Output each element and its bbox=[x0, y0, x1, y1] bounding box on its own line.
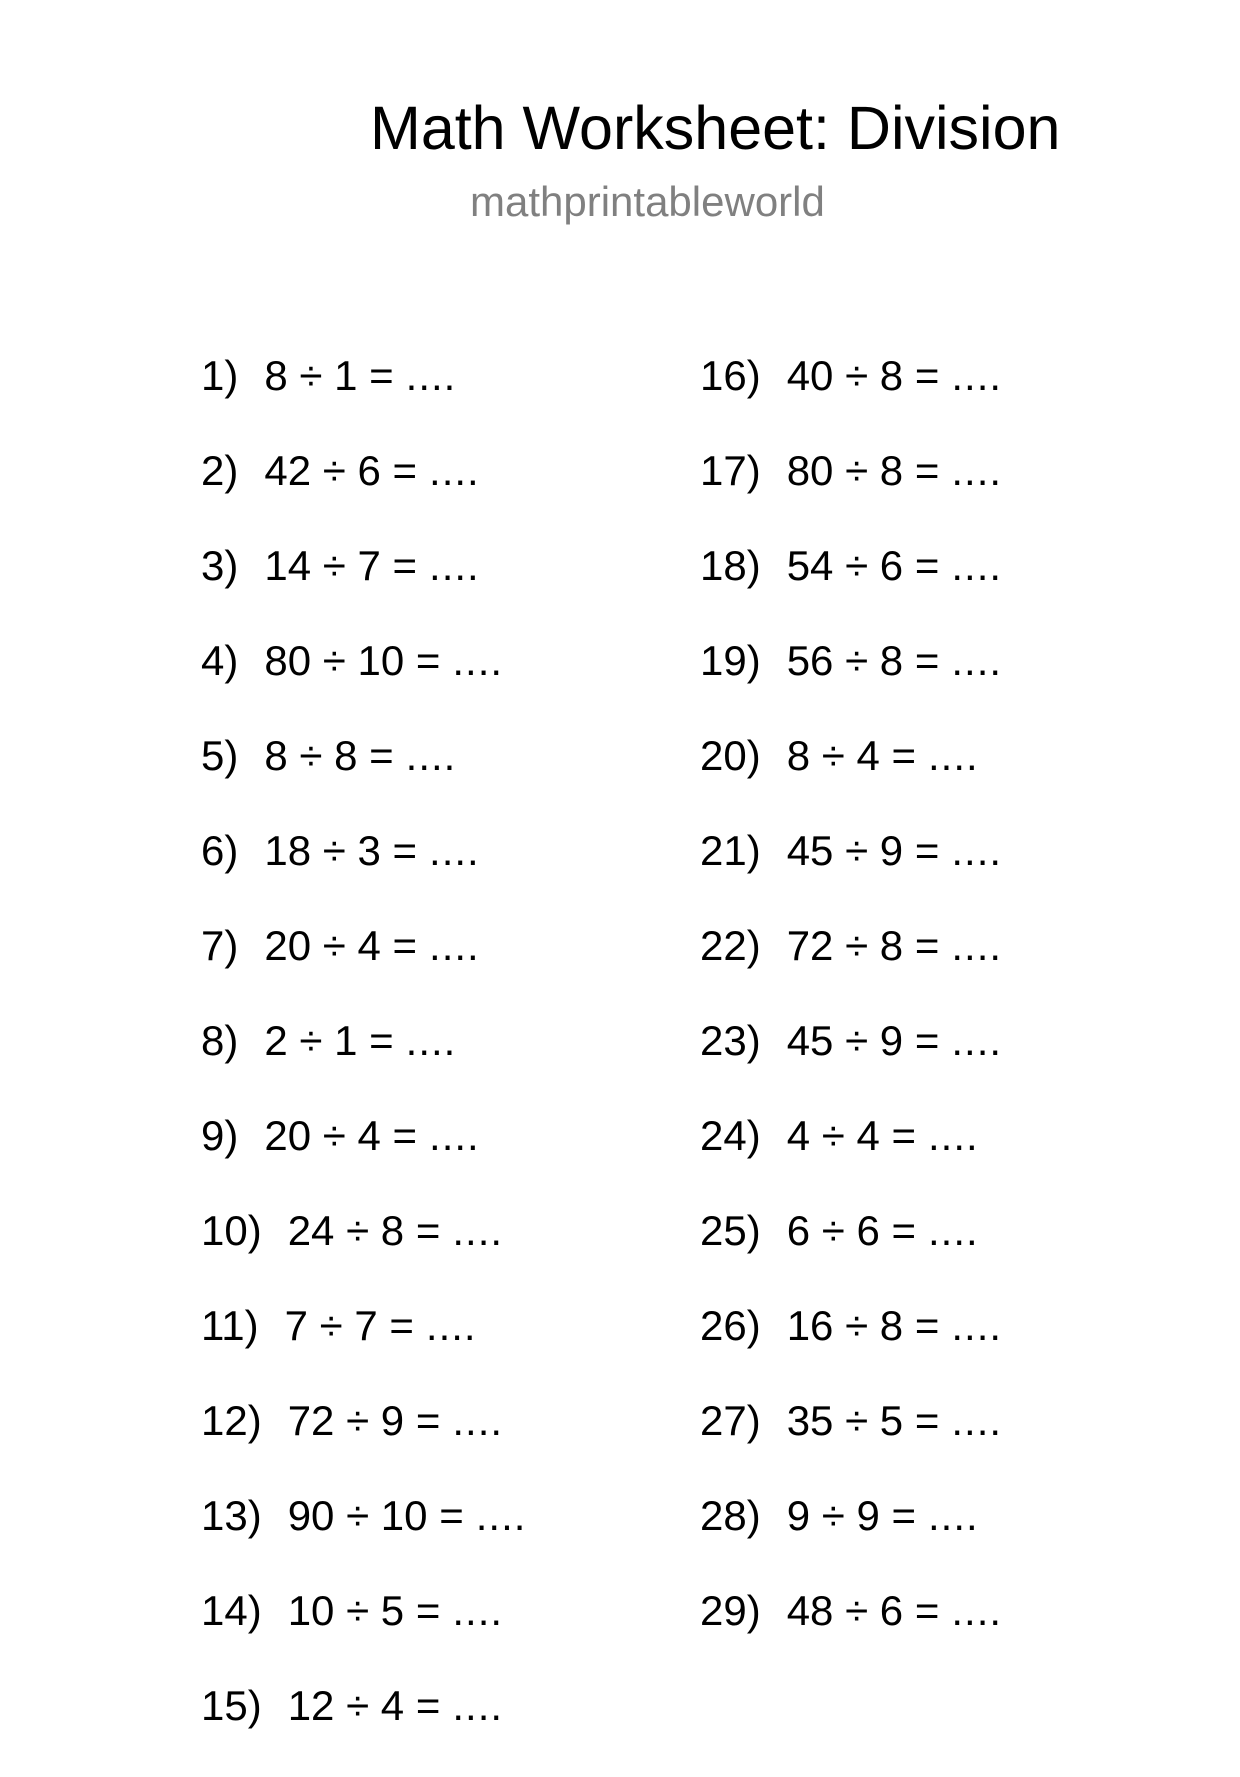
answer-blank: .... bbox=[928, 1112, 979, 1159]
division-expression: 8 ÷ 8 = bbox=[264, 732, 394, 779]
problem-number: 12) bbox=[201, 1397, 262, 1444]
division-expression: 10 ÷ 5 = bbox=[287, 1587, 441, 1634]
problem-row bbox=[201, 637, 526, 732]
problem-number: 19) bbox=[700, 637, 761, 684]
answer-blank: .... bbox=[405, 1017, 457, 1064]
problem-row bbox=[201, 1112, 526, 1207]
answer-blank: .... bbox=[452, 1682, 504, 1729]
division-expression: 24 ÷ 8 = bbox=[287, 1207, 441, 1254]
problem-row bbox=[700, 1492, 1002, 1587]
answer-blank: .... bbox=[429, 922, 480, 969]
problem-number: 26) bbox=[700, 1302, 761, 1349]
division-expression: 80 ÷ 8 = bbox=[786, 447, 940, 494]
division-expression: 40 ÷ 8 = bbox=[786, 352, 940, 399]
problem-row bbox=[201, 1682, 526, 1777]
problem-number: 21) bbox=[700, 827, 761, 874]
problem-row bbox=[201, 1017, 526, 1112]
problem-row bbox=[201, 447, 526, 542]
division-expression: 8 ÷ 1 = bbox=[264, 352, 394, 399]
answer-blank: .... bbox=[452, 637, 504, 684]
problem-row bbox=[700, 922, 1002, 1017]
problem-row bbox=[201, 827, 526, 922]
problem-column-right bbox=[700, 352, 1002, 1682]
answer-blank: .... bbox=[951, 922, 1003, 969]
problem-number: 20) bbox=[700, 732, 761, 779]
problem-number: 25) bbox=[700, 1207, 761, 1254]
problem-number: 8) bbox=[201, 1017, 239, 1064]
answer-blank: .... bbox=[951, 352, 1003, 399]
problem-row bbox=[700, 1302, 1002, 1397]
answer-blank: .... bbox=[429, 447, 480, 494]
problem-number: 17) bbox=[700, 447, 761, 494]
answer-blank: .... bbox=[951, 542, 1003, 589]
problem-row bbox=[700, 827, 1002, 922]
answer-blank: .... bbox=[951, 1017, 1003, 1064]
problem-number: 13) bbox=[201, 1492, 262, 1539]
answer-blank: .... bbox=[452, 1397, 504, 1444]
answer-blank: .... bbox=[452, 1587, 504, 1634]
answer-blank: .... bbox=[928, 1207, 979, 1254]
problem-row bbox=[201, 1492, 526, 1587]
division-expression: 18 ÷ 3 = bbox=[264, 827, 418, 874]
division-expression: 8 ÷ 4 = bbox=[786, 732, 917, 779]
problem-number: 23) bbox=[700, 1017, 761, 1064]
problem-row bbox=[700, 1587, 1002, 1682]
problem-row bbox=[700, 1017, 1002, 1112]
problem-number: 3) bbox=[201, 542, 239, 589]
problem-number: 11) bbox=[201, 1302, 259, 1349]
problem-number: 28) bbox=[700, 1492, 761, 1539]
division-expression: 35 ÷ 5 = bbox=[786, 1397, 940, 1444]
division-expression: 80 ÷ 10 = bbox=[264, 637, 441, 684]
division-expression: 56 ÷ 8 = bbox=[786, 637, 940, 684]
problem-number: 18) bbox=[700, 542, 761, 589]
problem-number: 29) bbox=[700, 1587, 761, 1634]
problem-row bbox=[201, 1302, 526, 1397]
answer-blank: .... bbox=[951, 447, 1003, 494]
division-expression: 48 ÷ 6 = bbox=[786, 1587, 940, 1634]
problem-row bbox=[700, 1207, 1002, 1302]
problem-number: 15) bbox=[201, 1682, 262, 1729]
problem-number: 2) bbox=[201, 447, 239, 494]
answer-blank: .... bbox=[429, 827, 480, 874]
problem-number: 7) bbox=[201, 922, 239, 969]
division-expression: 54 ÷ 6 = bbox=[786, 542, 940, 589]
problem-row bbox=[201, 1207, 526, 1302]
division-expression: 20 ÷ 4 = bbox=[264, 922, 418, 969]
answer-blank: .... bbox=[475, 1492, 527, 1539]
division-expression: 20 ÷ 4 = bbox=[264, 1112, 418, 1159]
problem-number: 24) bbox=[700, 1112, 761, 1159]
answer-blank: .... bbox=[452, 1207, 504, 1254]
problem-row bbox=[700, 732, 1002, 827]
answer-blank: .... bbox=[951, 1587, 1003, 1634]
division-expression: 2 ÷ 1 = bbox=[264, 1017, 394, 1064]
problem-row bbox=[201, 542, 526, 637]
answer-blank: .... bbox=[429, 1112, 480, 1159]
answer-blank: .... bbox=[951, 1302, 1003, 1349]
division-expression: 42 ÷ 6 = bbox=[264, 447, 418, 494]
problem-row bbox=[201, 1587, 526, 1682]
answer-blank: .... bbox=[405, 732, 457, 779]
problem-row bbox=[201, 922, 526, 1017]
problem-row bbox=[700, 542, 1002, 637]
problem-number: 22) bbox=[700, 922, 761, 969]
division-expression: 9 ÷ 9 = bbox=[786, 1492, 917, 1539]
division-expression: 72 ÷ 8 = bbox=[786, 922, 940, 969]
division-expression: 12 ÷ 4 = bbox=[287, 1682, 441, 1729]
problem-column-left bbox=[201, 352, 526, 1777]
problem-number: 1) bbox=[201, 352, 239, 399]
problem-number: 14) bbox=[201, 1587, 262, 1634]
division-expression: 6 ÷ 6 = bbox=[786, 1207, 917, 1254]
page-title: Math Worksheet: Division bbox=[370, 94, 1061, 162]
division-expression: 14 ÷ 7 = bbox=[264, 542, 418, 589]
division-expression: 7 ÷ 7 = bbox=[284, 1302, 414, 1349]
division-expression: 45 ÷ 9 = bbox=[786, 827, 940, 874]
division-expression: 16 ÷ 8 = bbox=[786, 1302, 940, 1349]
problem-row bbox=[201, 732, 526, 827]
answer-blank: .... bbox=[425, 1302, 477, 1349]
problem-number: 16) bbox=[700, 352, 761, 399]
problem-row bbox=[700, 637, 1002, 732]
problem-number: 9) bbox=[201, 1112, 239, 1159]
answer-blank: .... bbox=[928, 1492, 979, 1539]
problem-row bbox=[201, 1397, 526, 1492]
answer-blank: .... bbox=[429, 542, 480, 589]
answer-blank: .... bbox=[951, 1397, 1003, 1444]
answer-blank: .... bbox=[951, 637, 1003, 684]
answer-blank: .... bbox=[405, 352, 457, 399]
problem-row bbox=[700, 352, 1002, 447]
answer-blank: .... bbox=[951, 827, 1003, 874]
problem-number: 5) bbox=[201, 732, 239, 779]
answer-blank: .... bbox=[928, 732, 979, 779]
problem-row bbox=[700, 1397, 1002, 1492]
problem-row bbox=[700, 1112, 1002, 1207]
problem-number: 10) bbox=[201, 1207, 262, 1254]
division-expression: 90 ÷ 10 = bbox=[287, 1492, 464, 1539]
problem-number: 27) bbox=[700, 1397, 761, 1444]
problem-row bbox=[201, 352, 526, 447]
problem-number: 6) bbox=[201, 827, 239, 874]
problem-number: 4) bbox=[201, 637, 239, 684]
problem-row bbox=[700, 447, 1002, 542]
division-expression: 72 ÷ 9 = bbox=[287, 1397, 441, 1444]
division-expression: 45 ÷ 9 = bbox=[786, 1017, 940, 1064]
source-subtitle: mathprintableworld bbox=[470, 178, 825, 225]
division-expression: 4 ÷ 4 = bbox=[786, 1112, 917, 1159]
